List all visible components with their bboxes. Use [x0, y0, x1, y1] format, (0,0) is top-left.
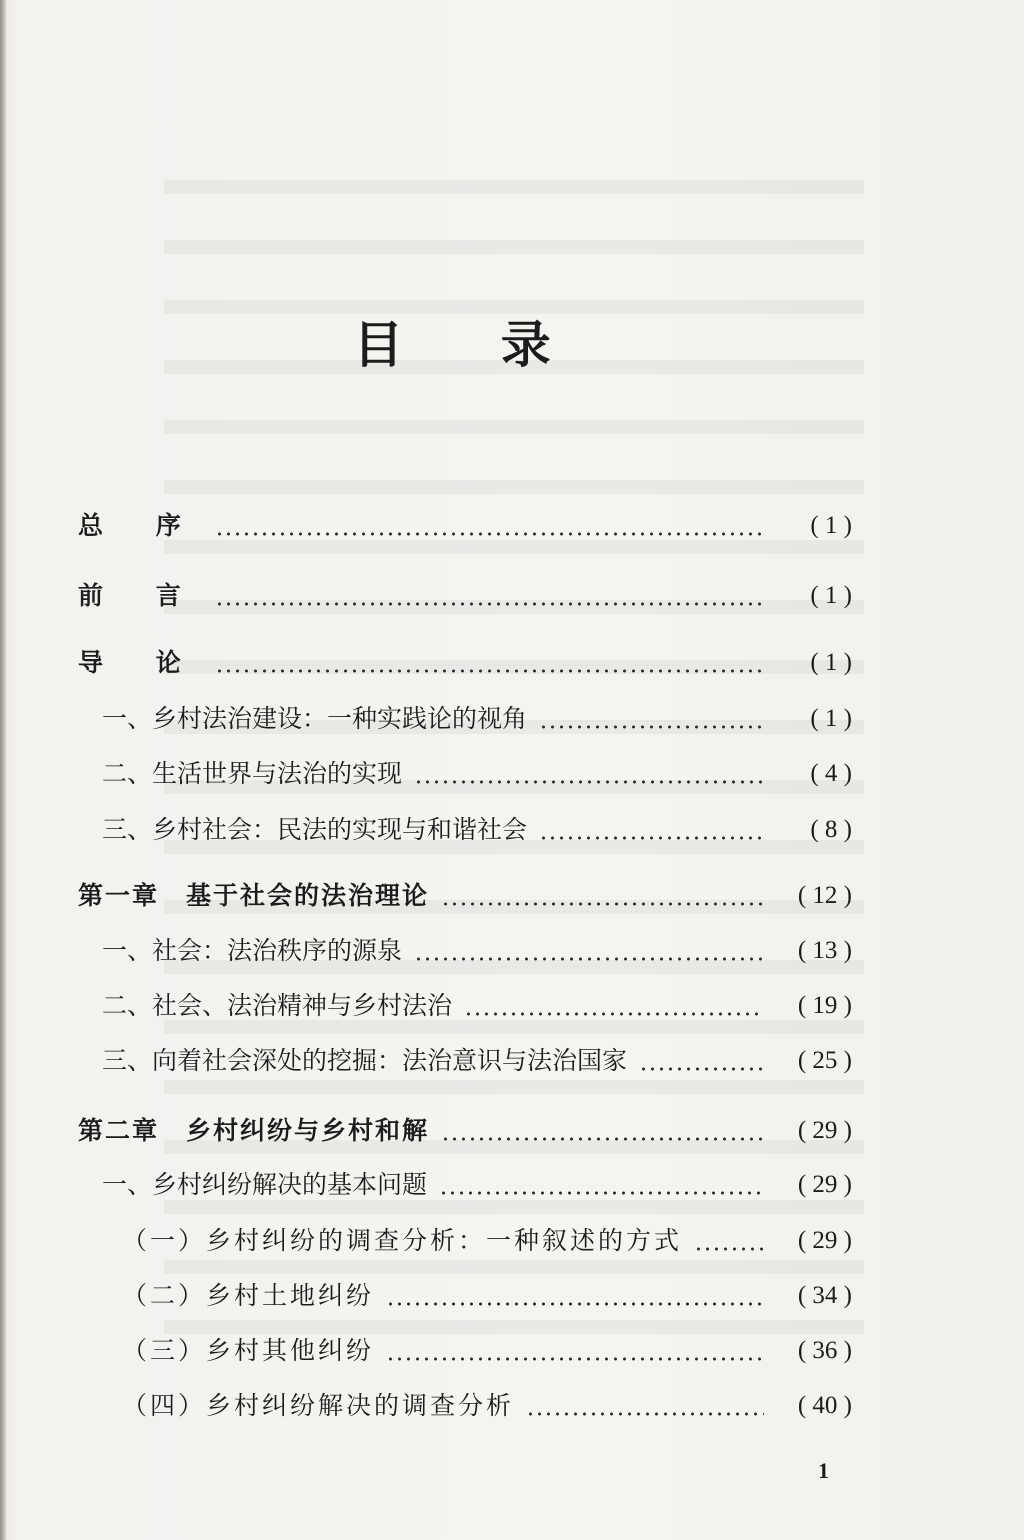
toc-entry-page: ( 40 ): [797, 1392, 852, 1419]
toc-entry-label: （一）乡村纠纷的调查分析：一种叙述的方式: [122, 1226, 683, 1255]
bleed-through-texture: [164, 100, 864, 1400]
toc-entry[interactable]: [0, 756, 1024, 792]
dot-leader: [526, 1388, 764, 1424]
toc-entry-label: （三）乡村其他纠纷: [122, 1336, 375, 1365]
toc-entry-label: 一、乡村法治建设：一种实践论的视角: [102, 704, 528, 733]
toc-entry-page: ( 1 ): [810, 705, 852, 732]
toc-entry[interactable]: [0, 933, 1024, 969]
toc-entry-page: ( 4 ): [810, 760, 852, 787]
toc-entry-label: （四）乡村纠纷解决的调查分析: [122, 1391, 515, 1420]
dot-leader: [441, 878, 764, 914]
toc-entry-page: ( 29 ): [797, 1171, 852, 1198]
toc-entry[interactable]: [0, 1333, 1024, 1369]
toc-entry[interactable]: [0, 1113, 1024, 1149]
toc-entry-page: ( 29 ): [797, 1227, 852, 1254]
toc-entry-page: ( 1 ): [810, 649, 852, 676]
toc-entry[interactable]: [0, 645, 1024, 681]
toc-entry-label: 二、社会、法治精神与乡村法治: [102, 991, 453, 1020]
dot-leader: [215, 645, 764, 681]
toc-entry-page: ( 29 ): [797, 1117, 852, 1144]
toc-entry-label: 二、生活世界与法治的实现: [102, 759, 403, 788]
toc-entry-page: ( 13 ): [797, 937, 852, 964]
toc-entry[interactable]: [0, 578, 1024, 614]
toc-entry-label: 一、乡村纠纷解决的基本问题: [102, 1170, 428, 1199]
toc-entry-label: 导 论: [78, 648, 203, 677]
toc-entry-label: 三、乡村社会：民法的实现与和谐社会: [102, 815, 528, 844]
toc-entry[interactable]: [0, 988, 1024, 1024]
dot-leader: [386, 1333, 764, 1369]
toc-entry[interactable]: [0, 1223, 1024, 1259]
dot-leader: [441, 1113, 764, 1149]
toc-entry-page: ( 36 ): [797, 1337, 852, 1364]
toc-entry-page: ( 34 ): [797, 1282, 852, 1309]
toc-entry[interactable]: [0, 1043, 1024, 1079]
toc-entry-page: ( 1 ): [810, 512, 852, 539]
toc-entry[interactable]: [0, 878, 1024, 914]
toc-entry-label: 三、向着社会深处的挖掘：法治意识与法治国家: [102, 1046, 628, 1075]
dot-leader: [386, 1278, 764, 1314]
page-number: 1: [818, 1458, 829, 1483]
toc-entry[interactable]: [0, 1167, 1024, 1203]
toc-entry[interactable]: [0, 1388, 1024, 1424]
toc-entry-label: 第一章 基于社会的法治理论: [78, 881, 430, 910]
dot-leader: [414, 933, 764, 969]
dot-leader: [464, 988, 764, 1024]
toc-entry-label: 总 序: [78, 511, 203, 540]
toc-entry-page: ( 8 ): [810, 816, 852, 843]
toc-entry-page: ( 25 ): [797, 1047, 852, 1074]
dot-leader: [414, 756, 764, 792]
toc-entry-page: ( 12 ): [797, 882, 852, 909]
toc-entry[interactable]: [0, 1278, 1024, 1314]
dot-leader: [694, 1223, 764, 1259]
toc-entry[interactable]: [0, 701, 1024, 737]
toc-entry-label: 第二章 乡村纠纷与乡村和解: [78, 1116, 430, 1145]
toc-entry[interactable]: [0, 812, 1024, 848]
dot-leader: [215, 578, 764, 614]
toc-entry[interactable]: [0, 508, 1024, 544]
toc-entry-label: 一、社会：法治秩序的源泉: [102, 936, 403, 965]
dot-leader: [639, 1043, 764, 1079]
toc-entry-label: 前 言: [78, 581, 203, 610]
dot-leader: [439, 1167, 764, 1203]
toc-title: 目 录: [353, 315, 591, 374]
dot-leader: [215, 508, 764, 544]
toc-entry-label: （二）乡村土地纠纷: [122, 1281, 375, 1310]
toc-entry-page: ( 1 ): [810, 582, 852, 609]
toc-entry-page: ( 19 ): [797, 992, 852, 1019]
dot-leader: [539, 701, 764, 737]
dot-leader: [539, 812, 764, 848]
